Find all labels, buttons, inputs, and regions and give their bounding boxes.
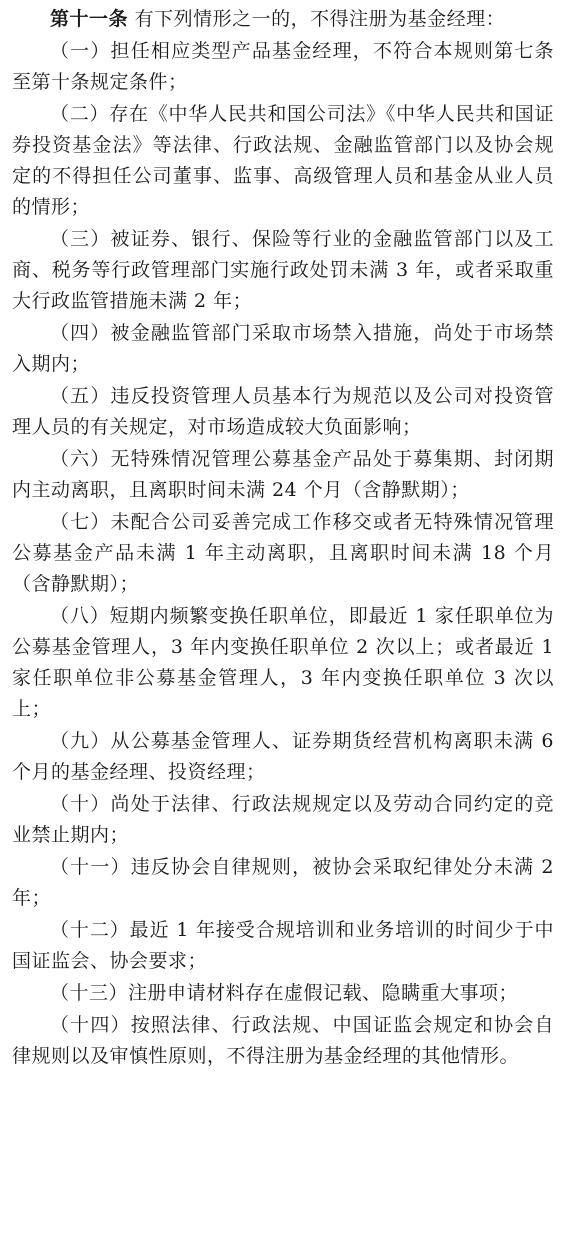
- clause-6: （六）无特殊情况管理公募基金产品处于募集期、封闭期内主动离职，且离职时间未满 24 个月（含静默期）；: [12, 448, 554, 501]
- clause-13: （十三）注册申请材料存在虚假记载、隐瞒重大事项；: [50, 982, 519, 1004]
- article-intro-paragraph: [12, 4, 554, 35]
- clause-5: （五）违反投资管理人员基本行为规范以及公司对投资管理人员的有关规定，对市场造成较大负面影响；: [12, 385, 554, 438]
- clause-8: （八）短期内频繁变换任职单位，即最近 1 家任职单位为公募基金管理人，3 年内变换任职单位 2 次以上；或者最近 1 家任职单位非公募基金管理人，3 年内变换任职单位 3 次以上；: [12, 605, 554, 720]
- clause-1: （一）担任相应类型产品基金经理，不符合本规则第七条至第十条规定条件；: [12, 40, 554, 93]
- clause-14: （十四）按照法律、行政法规、中国证监会规定和协会自律规则以及审慎性原则，不得注册为基金经理的其他情形。: [12, 1014, 554, 1067]
- clause-7: （七）未配合公司妥善完成工作移交或者无特殊情况管理公募基金产品未满 1 年主动离职，且离职时间未满 18 个月（含静默期）；: [12, 511, 554, 595]
- article-heading: 第十一条: [50, 8, 129, 30]
- clause-11: （十一）违反协会自律规则，被协会采取纪律处分未满 2 年；: [12, 856, 554, 909]
- clause-9: （九）从公募基金管理人、证券期货经营机构离职未满 6 个月的基金经理、投资经理；: [12, 730, 554, 783]
- clause-3: （三）被证券、银行、保险等行业的金融监管部门以及工商、税务等行政管理部门实施行政处罚未满 3 年，或者采取重大行政监管措施未满 2 年；: [12, 228, 554, 312]
- clause-4: （四）被金融监管部门采取市场禁入措施，尚处于市场禁入期内；: [12, 322, 554, 375]
- clause-12: （十二）最近 1 年接受合规培训和业务培训的时间少于中国证监会、协会要求；: [12, 919, 554, 972]
- article-intro-text: 有下列情形之一的，不得注册为基金经理：: [134, 8, 506, 30]
- clause-10: （十）尚处于法律、行政法规规定以及劳动合同约定的竞业禁止期内；: [12, 793, 554, 846]
- clause-2: （二）存在《中华人民共和国公司法》《中华人民共和国证券投资基金法》等法律、行政法规、金融监管部门以及协会规定的不得担任公司董事、监事、高级管理人员和基金从业人员的情形；: [12, 103, 554, 218]
